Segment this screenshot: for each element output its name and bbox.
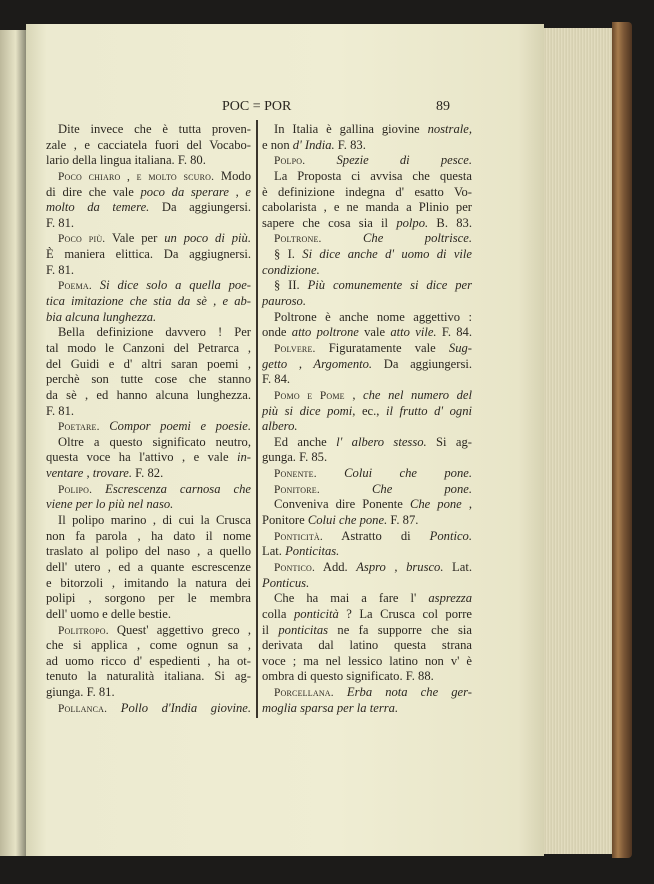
text-line [46, 654, 251, 670]
text-segment: Sug- [448, 340, 472, 355]
text-segment: Da aggiungersi. [372, 356, 472, 371]
text-segment: onde [262, 325, 292, 340]
text-line [262, 294, 472, 310]
text-segment: F. 84. [436, 325, 473, 340]
text-segment: nostrale, [427, 122, 472, 136]
text-segment: cabolarista , e ne manda a Plinio per [262, 200, 472, 215]
text-segment: Vale per [105, 231, 165, 246]
text-line [46, 607, 251, 623]
text-line [262, 138, 472, 154]
text-segment: vale [358, 325, 391, 340]
left-column [46, 122, 251, 716]
book-cover-edge [612, 22, 632, 858]
text-segment: giunga. F. 81. [46, 685, 115, 700]
text-segment: ad uomo ricco d' espedienti , ha ot- [46, 653, 251, 668]
text-segment: Da aggiungersi. [149, 200, 251, 215]
text-segment: in- [237, 450, 251, 465]
text-segment: Che pone. [319, 481, 472, 496]
text-segment: e non [262, 137, 293, 152]
text-line [262, 591, 472, 607]
text-segment: lario della lingua italiana. F. 80. [46, 153, 206, 168]
text-segment: Pontico. [429, 528, 472, 543]
text-line [262, 247, 472, 263]
text-segment: d' India. [292, 137, 335, 152]
text-line [46, 278, 251, 294]
text-segment: più si dice pomi [262, 403, 353, 418]
text-segment: Oltre a questo significato neutro, [58, 434, 251, 449]
text-line [262, 466, 472, 482]
text-segment: Colui che pone. [307, 513, 388, 528]
text-line [262, 701, 472, 717]
text-segment: tal modo le Canzoni del Petrarca , [46, 340, 251, 355]
text-segment: F. 82. [132, 466, 164, 481]
text-line [46, 529, 251, 545]
text-segment: voce ; ma nel lessico latino non v' è [262, 653, 472, 668]
text-segment: Il polipo marino , di cui la Crusca [58, 513, 251, 528]
text-segment: B. 83. [428, 215, 472, 230]
text-segment: il [262, 622, 279, 637]
text-line [46, 701, 251, 717]
text-segment: ombra di questo significato. F. 88. [262, 669, 434, 684]
text-line [46, 544, 251, 560]
text-line [46, 497, 251, 513]
text-line [262, 654, 472, 670]
text-line [262, 122, 472, 138]
text-line [262, 169, 472, 185]
text-segment: Aspro , brusco. [356, 559, 444, 574]
text-segment: bia alcuna lunghezza. [46, 309, 157, 324]
text-segment: molto da temere. [46, 200, 150, 215]
text-segment: pauroso. [262, 294, 306, 309]
text-segment: polipi , sorgono per le membra [46, 591, 251, 606]
text-segment: Ponticus. [262, 575, 310, 590]
page-edges [540, 28, 616, 854]
facing-page-edge [0, 30, 26, 856]
text-segment: moglia sparsa per la terra. [262, 700, 399, 715]
text-segment: Conveniva dire Ponente [274, 497, 410, 512]
text-segment: Ponitore [262, 513, 308, 528]
text-line [46, 685, 251, 701]
text-line [46, 435, 251, 451]
text-segment: derivata dal latino questa strana [262, 638, 472, 653]
text-segment: polpo. [396, 215, 429, 230]
text-segment: che si applica , come ognun sa , [46, 638, 251, 653]
right-column [262, 122, 472, 716]
text-line [262, 497, 472, 513]
text-segment: Più comunemente si dice per [307, 278, 472, 293]
page-number: 89 [436, 99, 450, 114]
text-line [46, 122, 251, 138]
text-line [262, 372, 472, 388]
entry-headword: Poco chiaro , e molto scuro. [58, 170, 215, 183]
text-line [46, 200, 251, 216]
text-line [262, 623, 472, 639]
text-segment: perchè son tutte cose che stanno [46, 372, 251, 387]
text-line [262, 560, 472, 576]
text-segment: atto poltrone [291, 325, 359, 340]
text-segment: asprezza [428, 591, 472, 606]
text-line [46, 576, 251, 592]
text-segment: Si ag- [426, 434, 472, 449]
entry-headword: Poema. [58, 280, 92, 293]
text-segment: Lat. [443, 559, 472, 574]
text-segment: che nel numero del [363, 387, 473, 402]
text-segment: viene per lo più nel naso. [46, 497, 174, 512]
text-segment: F. 84. [262, 372, 291, 387]
text-segment: Quest' aggettivo greco , [108, 622, 251, 637]
entry-headword: Poetare. [58, 421, 100, 434]
text-segment: F. 81. [46, 215, 75, 230]
text-segment: zale , e cacciatela fuori del Vocabo- [46, 137, 251, 152]
text-line [262, 325, 472, 341]
text-line [46, 466, 251, 482]
entry-headword: Porcellana. [274, 687, 334, 700]
text-segment: di dire che vale [46, 184, 141, 199]
text-line [46, 310, 251, 326]
text-line [262, 576, 472, 592]
text-line [46, 247, 251, 263]
text-segment: poco da sperare , e [140, 184, 251, 199]
text-segment: gunga. F. 85. [262, 450, 328, 465]
text-line [262, 185, 472, 201]
text-line [262, 419, 472, 435]
text-line [46, 404, 251, 420]
text-segment: Erba nota che ger- [333, 685, 472, 700]
text-segment: Si dice solo a quella poe- [91, 278, 251, 293]
text-line [46, 388, 251, 404]
text-segment: Ed anche [274, 434, 337, 449]
text-segment: non fa parola , ha dato il nome [46, 528, 251, 543]
text-segment: e bitorzoli , imitando la natura dei [46, 575, 251, 590]
text-segment: colla [262, 606, 294, 621]
text-segment: Si dice anche d' uomo di vile [302, 247, 472, 262]
text-line [46, 669, 251, 685]
text-line [46, 216, 251, 232]
text-line [262, 669, 472, 685]
running-title: POC = POR [222, 99, 292, 114]
text-line [262, 435, 472, 451]
text-segment: ponticità [293, 606, 339, 621]
text-segment: condizione. [262, 262, 320, 277]
text-line [46, 325, 251, 341]
entry-headword: Poltrone. [274, 233, 322, 246]
entry-headword: Poco più. [58, 233, 106, 246]
text-segment: Spezie di pesce. [305, 153, 472, 168]
entry-headword: Ponitore. [274, 483, 320, 496]
text-line [262, 310, 472, 326]
text-segment: tica imitazione che stia da sè , e ab- [46, 294, 251, 309]
text-segment: un poco di più. [164, 231, 251, 246]
text-segment: , [344, 387, 364, 402]
text-line [262, 544, 472, 560]
text-line [262, 450, 472, 466]
entry-headword: Politropo. [58, 624, 109, 637]
text-segment: da sè , ed hanno alcuna lunghezza. [46, 387, 251, 402]
text-line [262, 529, 472, 545]
text-line [46, 560, 251, 576]
text-segment: La Proposta ci avvisa che questa [274, 168, 472, 183]
text-line [262, 685, 472, 701]
text-segment: , [461, 497, 472, 512]
text-line [262, 231, 472, 247]
text-segment: F. 87. [387, 513, 419, 528]
text-line [46, 513, 251, 529]
text-segment: del Guidi e d' altri saran poemi , [46, 356, 251, 371]
text-line [46, 263, 251, 279]
text-line [262, 513, 472, 529]
text-line [46, 138, 251, 154]
text-line [262, 216, 472, 232]
column-divider [256, 120, 258, 718]
text-segment: Colui che pone. [316, 466, 472, 481]
text-segment: F. 81. [46, 403, 75, 418]
text-segment: § II. [274, 278, 308, 293]
text-line [262, 607, 472, 623]
text-line [46, 231, 251, 247]
text-segment: Poltrone è anche nome aggettivo : [274, 309, 472, 324]
text-segment: F. 81. [46, 262, 75, 277]
text-segment: atto vile. [390, 325, 437, 340]
text-line [46, 169, 251, 185]
text-line [46, 357, 251, 373]
text-segment: Astratto di [322, 528, 430, 543]
text-segment: È maniera elittica. Da aggiugnersi. [46, 247, 251, 262]
text-segment: Modo [214, 168, 251, 183]
text-segment: Pollo d'India giovine. [107, 700, 251, 715]
text-line [46, 185, 251, 201]
text-segment: Compor poemi e poesie. [99, 419, 251, 434]
text-segment: questa voce ha l'attivo , e vale [46, 450, 237, 465]
text-segment: § I. [274, 247, 303, 262]
text-segment: l' albero stesso. [336, 434, 427, 449]
text-segment: Che poltrisce. [321, 231, 472, 246]
text-segment: getto , Argomento. [262, 356, 373, 371]
text-segment: In Italia è gallina giovine [274, 122, 428, 136]
text-line [46, 591, 251, 607]
text-segment: Add. [315, 559, 357, 574]
text-line [262, 263, 472, 279]
text-segment: Che pone [409, 497, 462, 512]
text-segment: ventare , trovare. [46, 466, 133, 481]
text-line [262, 357, 472, 373]
entry-headword: Ponente. [274, 468, 317, 481]
text-line [262, 278, 472, 294]
text-line [262, 638, 472, 654]
text-segment: F. 83. [334, 137, 366, 152]
entry-headword: Ponticità. [274, 530, 323, 543]
text-segment: Dite invece che è tutta proven- [58, 122, 251, 136]
text-line [262, 153, 472, 169]
text-segment: sapere che cosa sia il [262, 215, 397, 230]
text-line [262, 404, 472, 420]
text-line [46, 482, 251, 498]
text-segment: , ec., [352, 403, 386, 418]
entry-headword: Polpo. [274, 155, 306, 168]
text-segment: Bella definizione davvero ! Per [58, 325, 251, 340]
entry-headword: Pomo e Pome [274, 389, 345, 402]
text-segment: dell' uomo e delle bestie. [46, 606, 172, 621]
text-line [46, 623, 251, 639]
text-segment: albero. [262, 419, 298, 434]
entry-headword: Polipo. [58, 483, 93, 496]
text-line [46, 153, 251, 169]
text-line [46, 294, 251, 310]
text-segment: ? La Crusca col porre [338, 606, 472, 621]
text-segment: traslato al polipo del naso , a quello [46, 544, 251, 559]
text-segment: ne fa supporre che sia [328, 622, 472, 637]
text-line [46, 638, 251, 654]
text-line [262, 388, 472, 404]
entry-headword: Pollanca. [58, 702, 108, 715]
text-line [262, 200, 472, 216]
text-segment: ponticitas [278, 622, 329, 637]
entry-headword: Pontico. [274, 561, 316, 574]
text-segment: il frutto d' ogni [386, 403, 472, 418]
text-line [262, 482, 472, 498]
text-line [46, 372, 251, 388]
text-segment: Ponticitas. [285, 544, 340, 559]
text-segment: dell' utero , ed a quante escrescenze [46, 559, 251, 574]
text-segment: tenuto la naturalità italiana. Si ag- [46, 669, 251, 684]
text-line [46, 341, 251, 357]
text-segment: Escrescenza carnosa che [92, 481, 251, 496]
text-line [46, 419, 251, 435]
text-line [46, 450, 251, 466]
text-segment: Che ha mai a fare l' [274, 591, 429, 606]
text-segment: Figuratamente vale [315, 340, 449, 355]
text-segment: è definizione indegna d' esatto Vo- [262, 184, 472, 199]
text-line [262, 341, 472, 357]
text-segment: Lat. [262, 544, 286, 559]
entry-headword: Polvere. [274, 342, 316, 355]
